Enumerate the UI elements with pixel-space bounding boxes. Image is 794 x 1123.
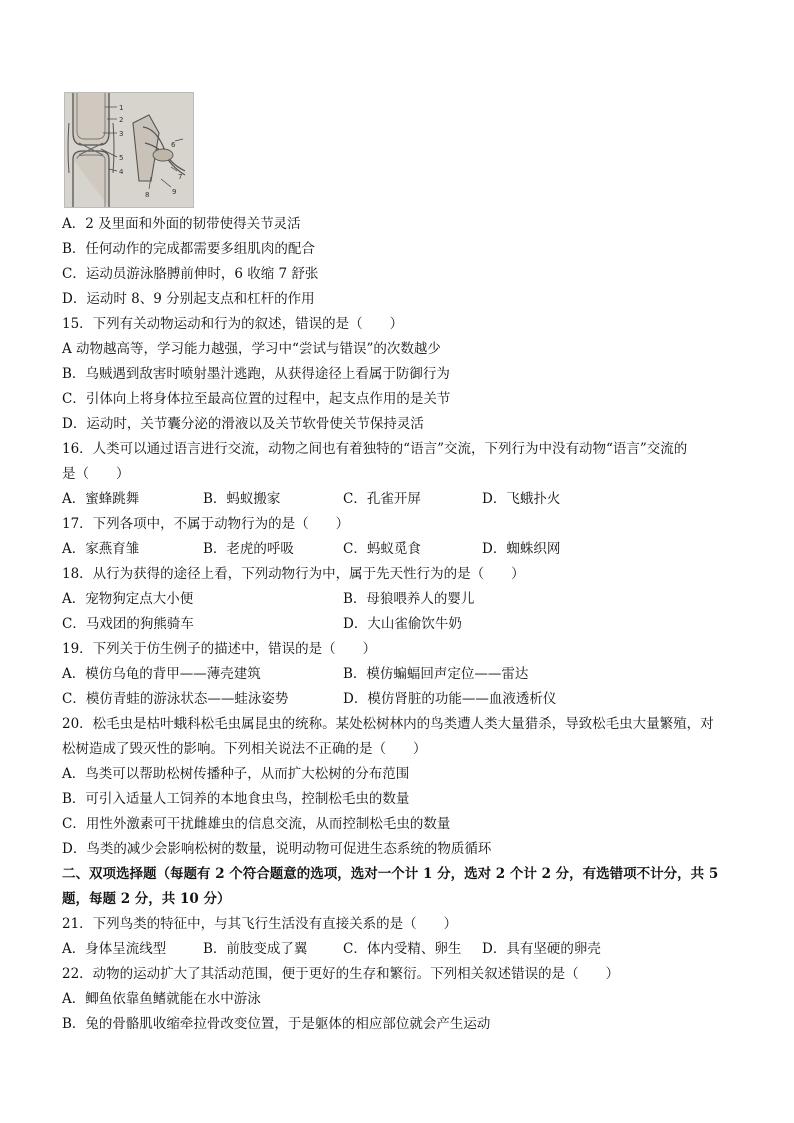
q18-stem: 18．从行为获得的途径上看，下列动物行为中，属于先天性行为的是（ ） [62,566,525,582]
q15-option-b: B．乌贼遇到敌害时喷射墨汁逃跑，从获得途径上看属于防御行为 [62,366,450,382]
section-2-heading-cont: 题，每题 2 分，共 10 分） [62,891,231,907]
label-6: 6 [171,141,176,149]
q21-option-d: D．具有坚硬的卵壳 [482,941,601,957]
q16-option-d: D．飞蛾扑火 [482,491,561,507]
q20-option-c: C．用性外激素可干扰雌雄虫的信息交流，从而控制松毛虫的数量 [62,816,451,832]
q15-option-d: D．运动时，关节囊分泌的滑液以及关节软骨使关节保持灵活 [62,416,424,432]
q18-option-d: D．大山雀偷饮牛奶 [343,616,462,632]
label-1: 1 [119,104,124,112]
joint-muscle-figure [64,92,194,208]
q17-option-a: A．家燕育雏 [62,541,140,557]
q22-stem: 22．动物的运动扩大了其活动范围，便于更好的生存和繁衍。下列相关叙述错误的是（ ） [62,966,620,982]
q15-option-c: C．引体向上将身体拉至最高位置的过程中，起支点作用的是关节 [62,391,451,407]
q17-option-c: C．蚂蚁觅食 [343,541,421,557]
joint-diagram-icon [65,93,193,207]
q14-option-c: C．运动员游泳胳膊前伸时，6 收缩 7 舒张 [62,266,319,282]
label-3: 3 [119,130,124,138]
q14-option-b: B．任何动作的完成都需要多组肌肉的配合 [62,241,315,257]
section-2-heading: 二、双项选择题（每题有 2 个符合题意的选项，选对一个计 1 分，选对 2 个计 2 分，有选错项不计分，共 5 [62,866,719,882]
q16-option-c: C．孔雀开屏 [343,491,421,507]
q16-option-b: B．蚂蚁搬家 [203,491,281,507]
q22-option-a: A．鲫鱼依靠鱼鳍就能在水中游泳 [62,991,261,1007]
q15-option-a: A 动物越高等，学习能力越强，学习中“尝试与错误”的次数越少 [62,341,441,357]
q17-option-d: D．蜘蛛织网 [482,541,561,557]
q20-option-a: A．鸟类可以帮助松树传播种子，从而扩大松树的分布范围 [62,766,410,782]
q19-stem: 19．下列关于仿生例子的描述中，错误的是（ ） [62,641,377,657]
q20-stem: 20．松毛虫是枯叶蛾科松毛虫属昆虫的统称。某处松树林内的鸟类遭人类大量猎杀，导致松毛虫大量繁殖，对 [62,716,714,732]
q18-option-b: B．母狼喂养人的婴儿 [343,591,475,607]
q21-option-a: A．身体呈流线型 [62,941,167,957]
q20-option-b: B．可引入适量人工饲养的本地食虫鸟，控制松毛虫的数量 [62,791,410,807]
q20-option-d: D．鸟类的减少会影响松树的数量，说明动物可促进生态系统的物质循环 [62,841,492,857]
q17-stem: 17．下列各项中，不属于动物行为的是（ ） [62,516,350,532]
q18-option-a: A．宠物狗定点大小便 [62,591,194,607]
label-5: 5 [119,154,124,162]
q21-option-c: C．体内受精、卵生 [343,941,462,957]
q17-option-b: B．老虎的呼吸 [203,541,294,557]
q21-stem: 21．下列鸟类的特征中，与其飞行生活没有直接关系的是（ ） [62,916,458,932]
q16-stem: 16．人类可以通过语言进行交流，动物之间也有着独特的“语言”交流，下列行为中没有动物“语言”交流的 [62,441,688,457]
q19-option-a: A．模仿乌龟的背甲——薄壳建筑 [62,666,261,682]
label-7: 7 [178,173,183,181]
q19-option-d: D．模仿肾脏的功能——血液透析仪 [343,691,557,707]
q15-stem: 15．下列有关动物运动和行为的叙述，错误的是（ ） [62,316,404,332]
q14-option-a: A．2 及里面和外面的韧带使得关节灵活 [62,216,301,232]
label-8: 8 [145,191,150,199]
label-9: 9 [172,188,177,196]
label-4: 4 [119,168,124,176]
label-2: 2 [119,116,124,124]
q16-option-a: A．蜜蜂跳舞 [62,491,140,507]
q21-option-b: B．前肢变成了翼 [203,941,308,957]
q19-option-b: B．模仿蝙蝠回声定位——雷达 [343,666,529,682]
q18-option-c: C．马戏团的狗熊骑车 [62,616,194,632]
q14-option-d: D．运动时 8、9 分别起支点和杠杆的作用 [62,291,315,307]
q19-option-c: C．模仿青蛙的游泳状态——蛙泳姿势 [62,691,289,707]
q20-stem-cont: 松树造成了毁灭性的影响。下列相关说法不正确的是（ ） [62,741,427,757]
q22-option-b: B．兔的骨骼肌收缩牵拉骨改变位置，于是躯体的相应部位就会产生运动 [62,1016,491,1032]
q16-stem-cont: 是（ ） [62,466,130,482]
